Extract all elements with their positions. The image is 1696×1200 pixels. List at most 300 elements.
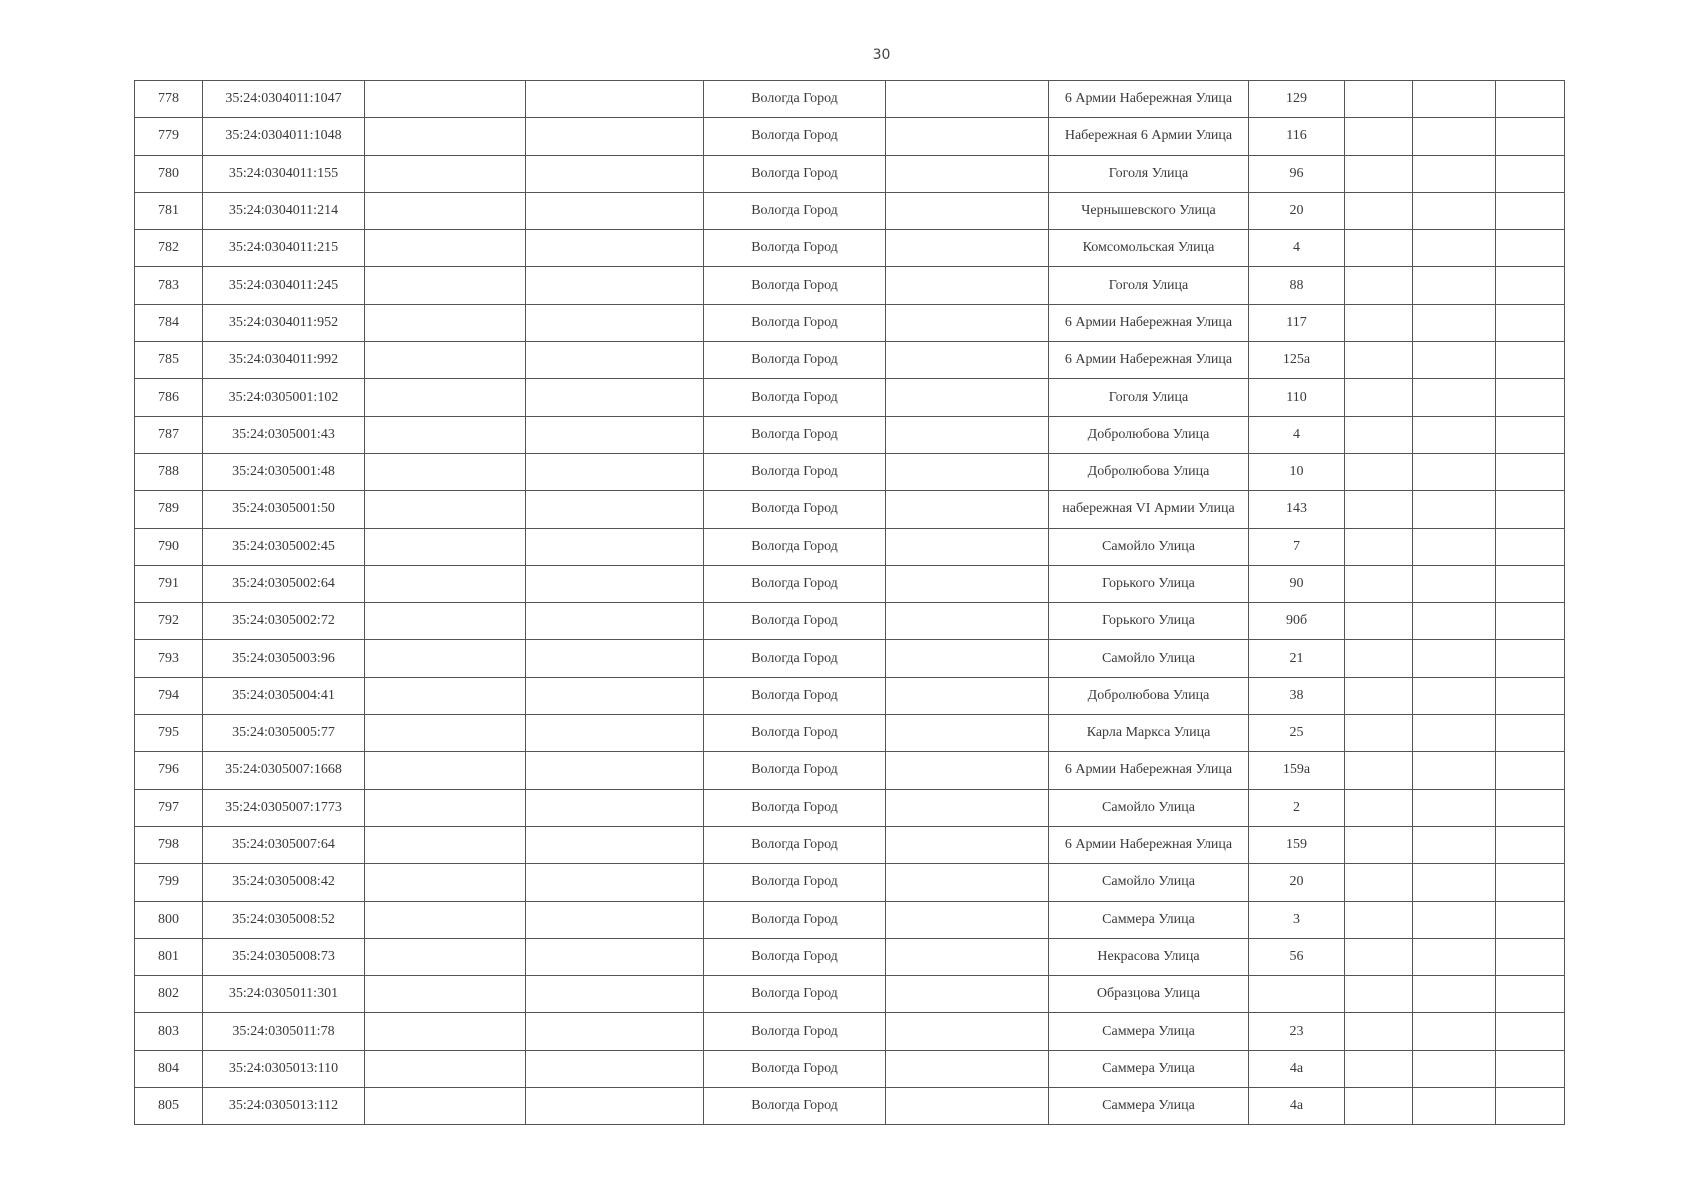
empty-cell (886, 155, 1049, 192)
row-number-cell: 797 (135, 789, 203, 826)
registry-table-body (135, 81, 1565, 1125)
empty-cell (526, 603, 704, 640)
empty-cell (886, 118, 1049, 155)
row-number-cell: 788 (135, 453, 203, 490)
empty-cell (526, 1013, 704, 1050)
empty-cell (1413, 901, 1496, 938)
empty-cell (1496, 976, 1565, 1013)
empty-cell (886, 752, 1049, 789)
empty-cell (886, 81, 1049, 118)
empty-cell (526, 304, 704, 341)
empty-cell (365, 826, 526, 863)
empty-cell (365, 267, 526, 304)
empty-cell (526, 379, 704, 416)
empty-cell (365, 938, 526, 975)
empty-cell (365, 864, 526, 901)
house-number-cell: 23 (1249, 1013, 1345, 1050)
street-cell: Добролюбова Улица (1049, 416, 1249, 453)
empty-cell (1413, 267, 1496, 304)
street-cell: Добролюбова Улица (1049, 677, 1249, 714)
street-cell: Самойло Улица (1049, 789, 1249, 826)
house-number-cell: 116 (1249, 118, 1345, 155)
empty-cell (886, 491, 1049, 528)
city-cell: Вологда Город (704, 603, 886, 640)
cadastral-number-cell: 35:24:0305001:48 (203, 453, 365, 490)
empty-cell (1345, 1013, 1413, 1050)
empty-cell (886, 976, 1049, 1013)
cadastral-number-cell: 35:24:0305013:110 (203, 1050, 365, 1087)
empty-cell (526, 752, 704, 789)
house-number-cell: 96 (1249, 155, 1345, 192)
table-row (135, 640, 1565, 677)
empty-cell (1496, 640, 1565, 677)
empty-cell (1496, 677, 1565, 714)
empty-cell (1345, 304, 1413, 341)
empty-cell (365, 976, 526, 1013)
cadastral-number-cell: 35:24:0304011:1047 (203, 81, 365, 118)
empty-cell (1496, 453, 1565, 490)
empty-cell (886, 715, 1049, 752)
empty-cell (1413, 1088, 1496, 1125)
table-row (135, 864, 1565, 901)
street-cell: Самойло Улица (1049, 528, 1249, 565)
empty-cell (365, 603, 526, 640)
empty-cell (1345, 155, 1413, 192)
table-row (135, 81, 1565, 118)
empty-cell (1413, 155, 1496, 192)
empty-cell (365, 453, 526, 490)
empty-cell (365, 1013, 526, 1050)
row-number-cell: 778 (135, 81, 203, 118)
row-number-cell: 802 (135, 976, 203, 1013)
street-cell: Саммера Улица (1049, 1050, 1249, 1087)
cadastral-number-cell: 35:24:0305008:42 (203, 864, 365, 901)
empty-cell (1413, 603, 1496, 640)
row-number-cell: 800 (135, 901, 203, 938)
empty-cell (886, 1013, 1049, 1050)
empty-cell (1413, 976, 1496, 1013)
city-cell: Вологда Город (704, 640, 886, 677)
house-number-cell: 4 (1249, 416, 1345, 453)
table-row (135, 379, 1565, 416)
empty-cell (886, 416, 1049, 453)
street-cell: 6 Армии Набережная Улица (1049, 304, 1249, 341)
empty-cell (1413, 230, 1496, 267)
empty-cell (526, 938, 704, 975)
city-cell: Вологда Город (704, 230, 886, 267)
empty-cell (1413, 1013, 1496, 1050)
empty-cell (886, 267, 1049, 304)
cadastral-number-cell: 35:24:0305008:73 (203, 938, 365, 975)
empty-cell (365, 155, 526, 192)
house-number-cell: 21 (1249, 640, 1345, 677)
empty-cell (1345, 565, 1413, 602)
empty-cell (1496, 752, 1565, 789)
table-row (135, 1088, 1565, 1125)
table-row (135, 826, 1565, 863)
house-number-cell: 143 (1249, 491, 1345, 528)
empty-cell (1345, 1088, 1413, 1125)
empty-cell (526, 715, 704, 752)
street-cell: Горького Улица (1049, 603, 1249, 640)
table-row (135, 603, 1565, 640)
row-number-cell: 785 (135, 342, 203, 379)
city-cell: Вологда Город (704, 1088, 886, 1125)
cadastral-number-cell: 35:24:0304011:1048 (203, 118, 365, 155)
empty-cell (526, 1050, 704, 1087)
house-number-cell: 159 (1249, 826, 1345, 863)
empty-cell (1413, 1050, 1496, 1087)
empty-cell (1496, 1013, 1565, 1050)
table-row (135, 453, 1565, 490)
empty-cell (365, 230, 526, 267)
empty-cell (886, 640, 1049, 677)
street-cell: 6 Армии Набережная Улица (1049, 752, 1249, 789)
empty-cell (886, 1088, 1049, 1125)
table-row (135, 491, 1565, 528)
page-number (0, 47, 1696, 63)
empty-cell (365, 379, 526, 416)
empty-cell (1413, 342, 1496, 379)
empty-cell (365, 81, 526, 118)
street-cell: Комсомольская Улица (1049, 230, 1249, 267)
row-number-cell: 801 (135, 938, 203, 975)
street-cell: 6 Армии Набережная Улица (1049, 342, 1249, 379)
empty-cell (1345, 715, 1413, 752)
house-number-cell: 3 (1249, 901, 1345, 938)
empty-cell (1413, 677, 1496, 714)
cadastral-number-cell: 35:24:0304011:215 (203, 230, 365, 267)
empty-cell (886, 789, 1049, 826)
empty-cell (526, 826, 704, 863)
empty-cell (1496, 901, 1565, 938)
empty-cell (1345, 789, 1413, 826)
cadastral-number-cell: 35:24:0305003:96 (203, 640, 365, 677)
empty-cell (1413, 81, 1496, 118)
empty-cell (1345, 1050, 1413, 1087)
street-cell: Саммера Улица (1049, 1013, 1249, 1050)
empty-cell (1345, 379, 1413, 416)
empty-cell (1496, 304, 1565, 341)
table-row (135, 342, 1565, 379)
city-cell: Вологда Город (704, 304, 886, 341)
empty-cell (1413, 752, 1496, 789)
city-cell: Вологда Город (704, 976, 886, 1013)
table-row (135, 304, 1565, 341)
table-row (135, 1050, 1565, 1087)
cadastral-number-cell: 35:24:0305007:1668 (203, 752, 365, 789)
empty-cell (1345, 826, 1413, 863)
city-cell: Вологда Город (704, 715, 886, 752)
street-cell: Саммера Улица (1049, 901, 1249, 938)
house-number-cell: 56 (1249, 938, 1345, 975)
table-row (135, 1013, 1565, 1050)
empty-cell (1496, 864, 1565, 901)
empty-cell (1496, 379, 1565, 416)
empty-cell (1345, 640, 1413, 677)
empty-cell (886, 453, 1049, 490)
house-number-cell: 4а (1249, 1088, 1345, 1125)
row-number-cell: 795 (135, 715, 203, 752)
empty-cell (526, 528, 704, 565)
table-row (135, 155, 1565, 192)
cadastral-number-cell: 35:24:0305002:64 (203, 565, 365, 602)
house-number-cell: 90б (1249, 603, 1345, 640)
empty-cell (886, 938, 1049, 975)
street-cell: 6 Армии Набережная Улица (1049, 826, 1249, 863)
empty-cell (526, 155, 704, 192)
empty-cell (1496, 342, 1565, 379)
house-number-cell: 90 (1249, 565, 1345, 602)
city-cell: Вологда Город (704, 938, 886, 975)
city-cell: Вологда Город (704, 453, 886, 490)
city-cell: Вологда Город (704, 565, 886, 602)
city-cell: Вологда Город (704, 677, 886, 714)
row-number-cell: 794 (135, 677, 203, 714)
empty-cell (365, 416, 526, 453)
cadastral-number-cell: 35:24:0305007:64 (203, 826, 365, 863)
table-row (135, 416, 1565, 453)
empty-cell (1496, 789, 1565, 826)
city-cell: Вологда Город (704, 118, 886, 155)
street-cell: Образцова Улица (1049, 976, 1249, 1013)
empty-cell (1413, 789, 1496, 826)
empty-cell (1496, 192, 1565, 229)
empty-cell (1345, 416, 1413, 453)
cadastral-number-cell: 35:24:0305004:41 (203, 677, 365, 714)
street-cell: Набережная 6 Армии Улица (1049, 118, 1249, 155)
cadastral-number-cell: 35:24:0305007:1773 (203, 789, 365, 826)
city-cell: Вологда Город (704, 81, 886, 118)
empty-cell (526, 230, 704, 267)
empty-cell (1496, 118, 1565, 155)
row-number-cell: 799 (135, 864, 203, 901)
cadastral-number-cell: 35:24:0304011:245 (203, 267, 365, 304)
empty-cell (1413, 528, 1496, 565)
cadastral-number-cell: 35:24:0305011:301 (203, 976, 365, 1013)
house-number-cell: 110 (1249, 379, 1345, 416)
empty-cell (526, 267, 704, 304)
street-cell: 6 Армии Набережная Улица (1049, 81, 1249, 118)
street-cell: Гоголя Улица (1049, 379, 1249, 416)
city-cell: Вологда Город (704, 491, 886, 528)
house-number-cell: 7 (1249, 528, 1345, 565)
street-cell: Самойло Улица (1049, 640, 1249, 677)
empty-cell (526, 81, 704, 118)
cadastral-number-cell: 35:24:0304011:155 (203, 155, 365, 192)
empty-cell (365, 1088, 526, 1125)
table-row (135, 715, 1565, 752)
empty-cell (365, 528, 526, 565)
city-cell: Вологда Город (704, 752, 886, 789)
row-number-cell: 792 (135, 603, 203, 640)
empty-cell (1496, 267, 1565, 304)
empty-cell (365, 715, 526, 752)
empty-cell (1496, 826, 1565, 863)
street-cell: Гоголя Улица (1049, 155, 1249, 192)
empty-cell (526, 640, 704, 677)
city-cell: Вологда Город (704, 901, 886, 938)
city-cell: Вологда Город (704, 416, 886, 453)
empty-cell (1345, 81, 1413, 118)
city-cell: Вологда Город (704, 342, 886, 379)
empty-cell (1345, 453, 1413, 490)
empty-cell (886, 342, 1049, 379)
empty-cell (1413, 453, 1496, 490)
cadastral-number-cell: 35:24:0305008:52 (203, 901, 365, 938)
empty-cell (1413, 379, 1496, 416)
street-cell: Некрасова Улица (1049, 938, 1249, 975)
empty-cell (1345, 192, 1413, 229)
empty-cell (886, 603, 1049, 640)
table-row (135, 230, 1565, 267)
page-number-text: 30 (872, 47, 891, 63)
empty-cell (365, 118, 526, 155)
empty-cell (1345, 603, 1413, 640)
empty-cell (526, 789, 704, 826)
row-number-cell: 784 (135, 304, 203, 341)
street-cell: Добролюбова Улица (1049, 453, 1249, 490)
empty-cell (1345, 752, 1413, 789)
city-cell: Вологда Город (704, 528, 886, 565)
empty-cell (526, 976, 704, 1013)
row-number-cell: 798 (135, 826, 203, 863)
city-cell: Вологда Город (704, 1050, 886, 1087)
street-cell: набережная VI Армии Улица (1049, 491, 1249, 528)
registry-table (134, 80, 1565, 1125)
empty-cell (1496, 715, 1565, 752)
empty-cell (1413, 192, 1496, 229)
empty-cell (1413, 118, 1496, 155)
cadastral-number-cell: 35:24:0305001:102 (203, 379, 365, 416)
house-number-cell (1249, 976, 1345, 1013)
empty-cell (1345, 901, 1413, 938)
empty-cell (1413, 304, 1496, 341)
empty-cell (526, 901, 704, 938)
empty-cell (886, 304, 1049, 341)
table-row (135, 901, 1565, 938)
row-number-cell: 789 (135, 491, 203, 528)
empty-cell (1413, 864, 1496, 901)
cadastral-number-cell: 35:24:0305001:43 (203, 416, 365, 453)
street-cell: Чернышевского Улица (1049, 192, 1249, 229)
empty-cell (365, 491, 526, 528)
row-number-cell: 791 (135, 565, 203, 602)
empty-cell (1496, 603, 1565, 640)
empty-cell (886, 826, 1049, 863)
cadastral-number-cell: 35:24:0305001:50 (203, 491, 365, 528)
empty-cell (886, 379, 1049, 416)
empty-cell (1345, 491, 1413, 528)
empty-cell (1496, 1088, 1565, 1125)
house-number-cell: 117 (1249, 304, 1345, 341)
house-number-cell: 25 (1249, 715, 1345, 752)
table-row (135, 938, 1565, 975)
row-number-cell: 803 (135, 1013, 203, 1050)
house-number-cell: 129 (1249, 81, 1345, 118)
city-cell: Вологда Город (704, 155, 886, 192)
empty-cell (526, 565, 704, 602)
house-number-cell: 88 (1249, 267, 1345, 304)
empty-cell (1413, 938, 1496, 975)
city-cell: Вологда Город (704, 267, 886, 304)
city-cell: Вологда Город (704, 789, 886, 826)
empty-cell (1345, 528, 1413, 565)
cadastral-number-cell: 35:24:0304011:992 (203, 342, 365, 379)
table-row (135, 976, 1565, 1013)
empty-cell (1345, 118, 1413, 155)
empty-cell (886, 192, 1049, 229)
table-row (135, 528, 1565, 565)
cadastral-number-cell: 35:24:0305011:78 (203, 1013, 365, 1050)
row-number-cell: 793 (135, 640, 203, 677)
empty-cell (1413, 491, 1496, 528)
table-row (135, 789, 1565, 826)
cadastral-number-cell: 35:24:0305013:112 (203, 1088, 365, 1125)
empty-cell (886, 528, 1049, 565)
street-cell: Самойло Улица (1049, 864, 1249, 901)
empty-cell (1345, 938, 1413, 975)
empty-cell (1345, 230, 1413, 267)
empty-cell (1345, 976, 1413, 1013)
empty-cell (886, 901, 1049, 938)
row-number-cell: 805 (135, 1088, 203, 1125)
cadastral-number-cell: 35:24:0305005:77 (203, 715, 365, 752)
empty-cell (1496, 938, 1565, 975)
empty-cell (886, 677, 1049, 714)
row-number-cell: 796 (135, 752, 203, 789)
table-row (135, 192, 1565, 229)
street-cell: Карла Маркса Улица (1049, 715, 1249, 752)
street-cell: Саммера Улица (1049, 1088, 1249, 1125)
empty-cell (1496, 81, 1565, 118)
street-cell: Гоголя Улица (1049, 267, 1249, 304)
empty-cell (1345, 864, 1413, 901)
empty-cell (1496, 528, 1565, 565)
table-row (135, 267, 1565, 304)
empty-cell (1496, 230, 1565, 267)
empty-cell (365, 565, 526, 602)
empty-cell (365, 752, 526, 789)
empty-cell (886, 1050, 1049, 1087)
empty-cell (365, 677, 526, 714)
house-number-cell: 159а (1249, 752, 1345, 789)
cadastral-number-cell: 35:24:0305002:72 (203, 603, 365, 640)
street-cell: Горького Улица (1049, 565, 1249, 602)
empty-cell (365, 901, 526, 938)
city-cell: Вологда Город (704, 192, 886, 229)
empty-cell (365, 789, 526, 826)
empty-cell (1496, 416, 1565, 453)
city-cell: Вологда Город (704, 1013, 886, 1050)
row-number-cell: 782 (135, 230, 203, 267)
table-row (135, 752, 1565, 789)
cadastral-number-cell: 35:24:0304011:214 (203, 192, 365, 229)
house-number-cell: 10 (1249, 453, 1345, 490)
house-number-cell: 20 (1249, 192, 1345, 229)
house-number-cell: 20 (1249, 864, 1345, 901)
row-number-cell: 804 (135, 1050, 203, 1087)
house-number-cell: 4а (1249, 1050, 1345, 1087)
house-number-cell: 125а (1249, 342, 1345, 379)
empty-cell (526, 677, 704, 714)
empty-cell (1345, 267, 1413, 304)
empty-cell (1345, 677, 1413, 714)
row-number-cell: 783 (135, 267, 203, 304)
empty-cell (1496, 155, 1565, 192)
city-cell: Вологда Город (704, 864, 886, 901)
empty-cell (526, 1088, 704, 1125)
